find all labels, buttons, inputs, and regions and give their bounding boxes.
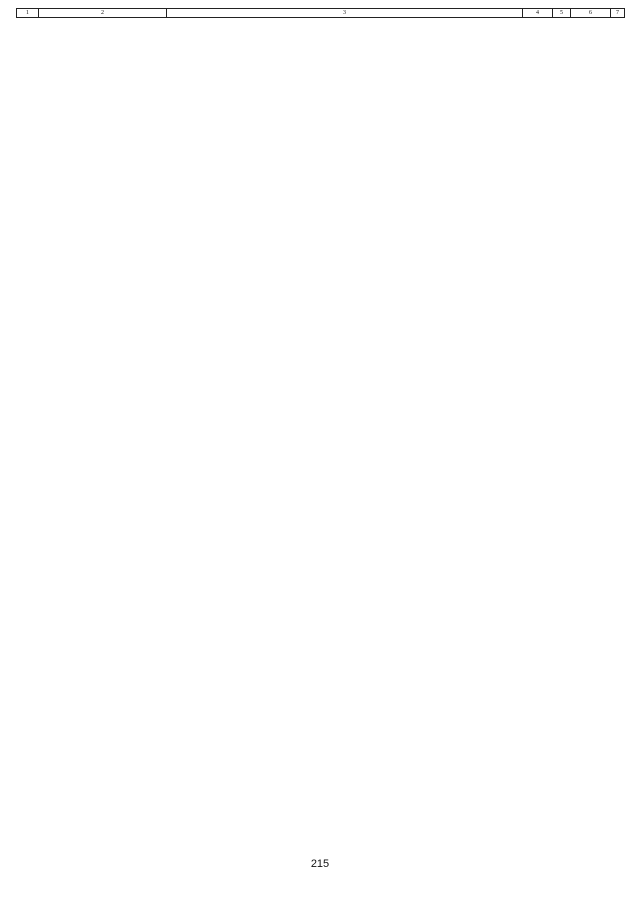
column-number-row [17, 9, 625, 18]
column-number: 3 [167, 9, 523, 18]
column-number: 6 [571, 9, 611, 18]
page-number: 215 [310, 858, 330, 870]
column-number: 1 [17, 9, 39, 18]
repair-registry-table [16, 8, 625, 18]
column-number: 5 [553, 9, 571, 18]
column-number: 2 [39, 9, 167, 18]
registry-sheet [16, 8, 624, 18]
column-number: 4 [523, 9, 553, 18]
column-number: 7 [611, 9, 625, 18]
